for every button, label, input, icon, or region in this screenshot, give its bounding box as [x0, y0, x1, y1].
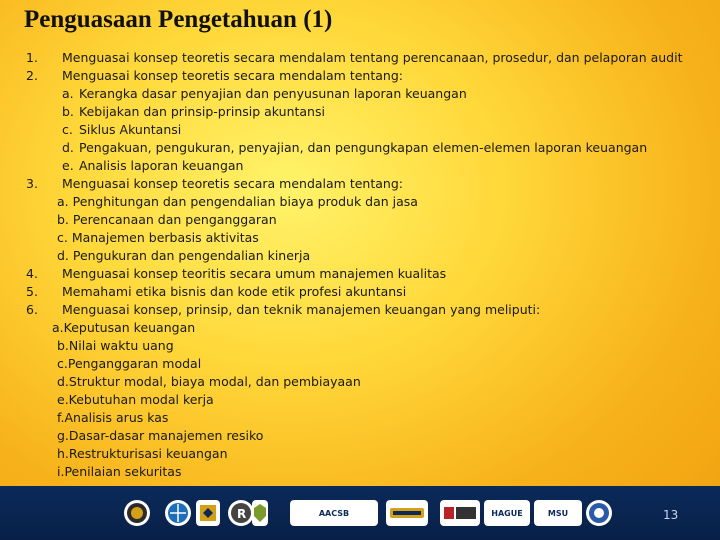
sub-item: d.Struktur modal, biaya modal, dan pembiayaan — [57, 374, 361, 389]
list-item: Menguasai konsep teoretis secara mendalam tentang perencanaan, prosedur, dan pelaporan audit — [62, 50, 683, 65]
badge-logo-icon — [252, 500, 268, 526]
item-number: 1. — [26, 50, 38, 65]
r-logo-icon — [228, 500, 254, 526]
university-seal-icon — [124, 500, 150, 526]
page-number: 13 — [663, 508, 679, 522]
item-number: 3. — [26, 176, 38, 191]
item-number: 2. — [26, 68, 38, 83]
list-item: Menguasai konsep teoretis secara mendalam tentang: — [62, 176, 403, 191]
list-item: Menguasai konsep teoritis secara umum manajemen kualitas — [62, 266, 447, 281]
globe-logo-icon — [165, 500, 191, 526]
sub-item: Analisis laporan keuangan — [79, 158, 244, 173]
slide-title: Penguasaan Pengetahuan (1) — [24, 6, 333, 33]
seal-logo-icon — [586, 500, 612, 526]
list-item: Menguasai konsep, prinsip, dan teknik manajemen keuangan yang meliputi: — [62, 302, 541, 317]
sub-item-letter: b. — [62, 104, 74, 119]
list-item: Menguasai konsep teoretis secara mendalam tentang: — [62, 68, 403, 83]
sub-item: b.Nilai waktu uang — [57, 338, 174, 353]
sub-item: Pengakuan, pengukuran, penyajian, dan pengungkapan elemen-elemen laporan keuangan — [79, 140, 648, 155]
sub-item: Kebijakan dan prinsip-prinsip akuntansi — [79, 104, 325, 119]
footer-logo-bar — [0, 486, 720, 540]
sub-item: h.Restrukturisasi keuangan — [57, 446, 228, 461]
sub-item: c. Manajemen berbasis aktivitas — [57, 230, 259, 245]
msu-logo — [534, 500, 582, 526]
hague-logo — [484, 500, 530, 526]
sub-item: c.Penganggaran modal — [57, 356, 202, 371]
sub-item: g.Dasar-dasar manajemen resiko — [57, 428, 264, 443]
item-number: 5. — [26, 284, 38, 299]
svg-text:R: R — [237, 507, 247, 521]
msu-logo-text: MSU — [547, 508, 569, 518]
sub-item-letter: c. — [62, 122, 73, 137]
hague-logo-text: HAGUE — [491, 508, 523, 518]
aacsb-logo — [290, 500, 378, 526]
item-number: 6. — [26, 302, 38, 317]
crest-logo-icon — [196, 500, 220, 526]
sub-item-letter: a. — [62, 86, 74, 101]
aacsb-logo-text: AACSB — [318, 508, 350, 518]
sub-item: b. Perencanaan dan penganggaran — [57, 212, 277, 227]
sub-item: a. Penghitungan dan pengendalian biaya produk dan jasa — [57, 194, 418, 209]
sub-item: a.Keputusan keuangan — [52, 320, 196, 335]
sub-item: Siklus Akuntansi — [79, 122, 182, 137]
sub-item: d. Pengukuran dan pengendalian kinerja — [57, 248, 311, 263]
item-number: 4. — [26, 266, 38, 281]
sub-item: f.Analisis arus kas — [57, 410, 169, 425]
list-item: Memahami etika bisnis dan kode etik profesi akuntansi — [62, 284, 407, 299]
sub-item: e.Kebutuhan modal kerja — [57, 392, 214, 407]
institution-logo-icon — [440, 500, 480, 526]
sub-item-letter: d. — [62, 140, 74, 155]
sub-item: Kerangka dasar penyajian dan penyusunan laporan keuangan — [79, 86, 467, 101]
sub-item-letter: e. — [62, 158, 74, 173]
sub-item: i.Penilaian sekuritas — [57, 464, 182, 479]
